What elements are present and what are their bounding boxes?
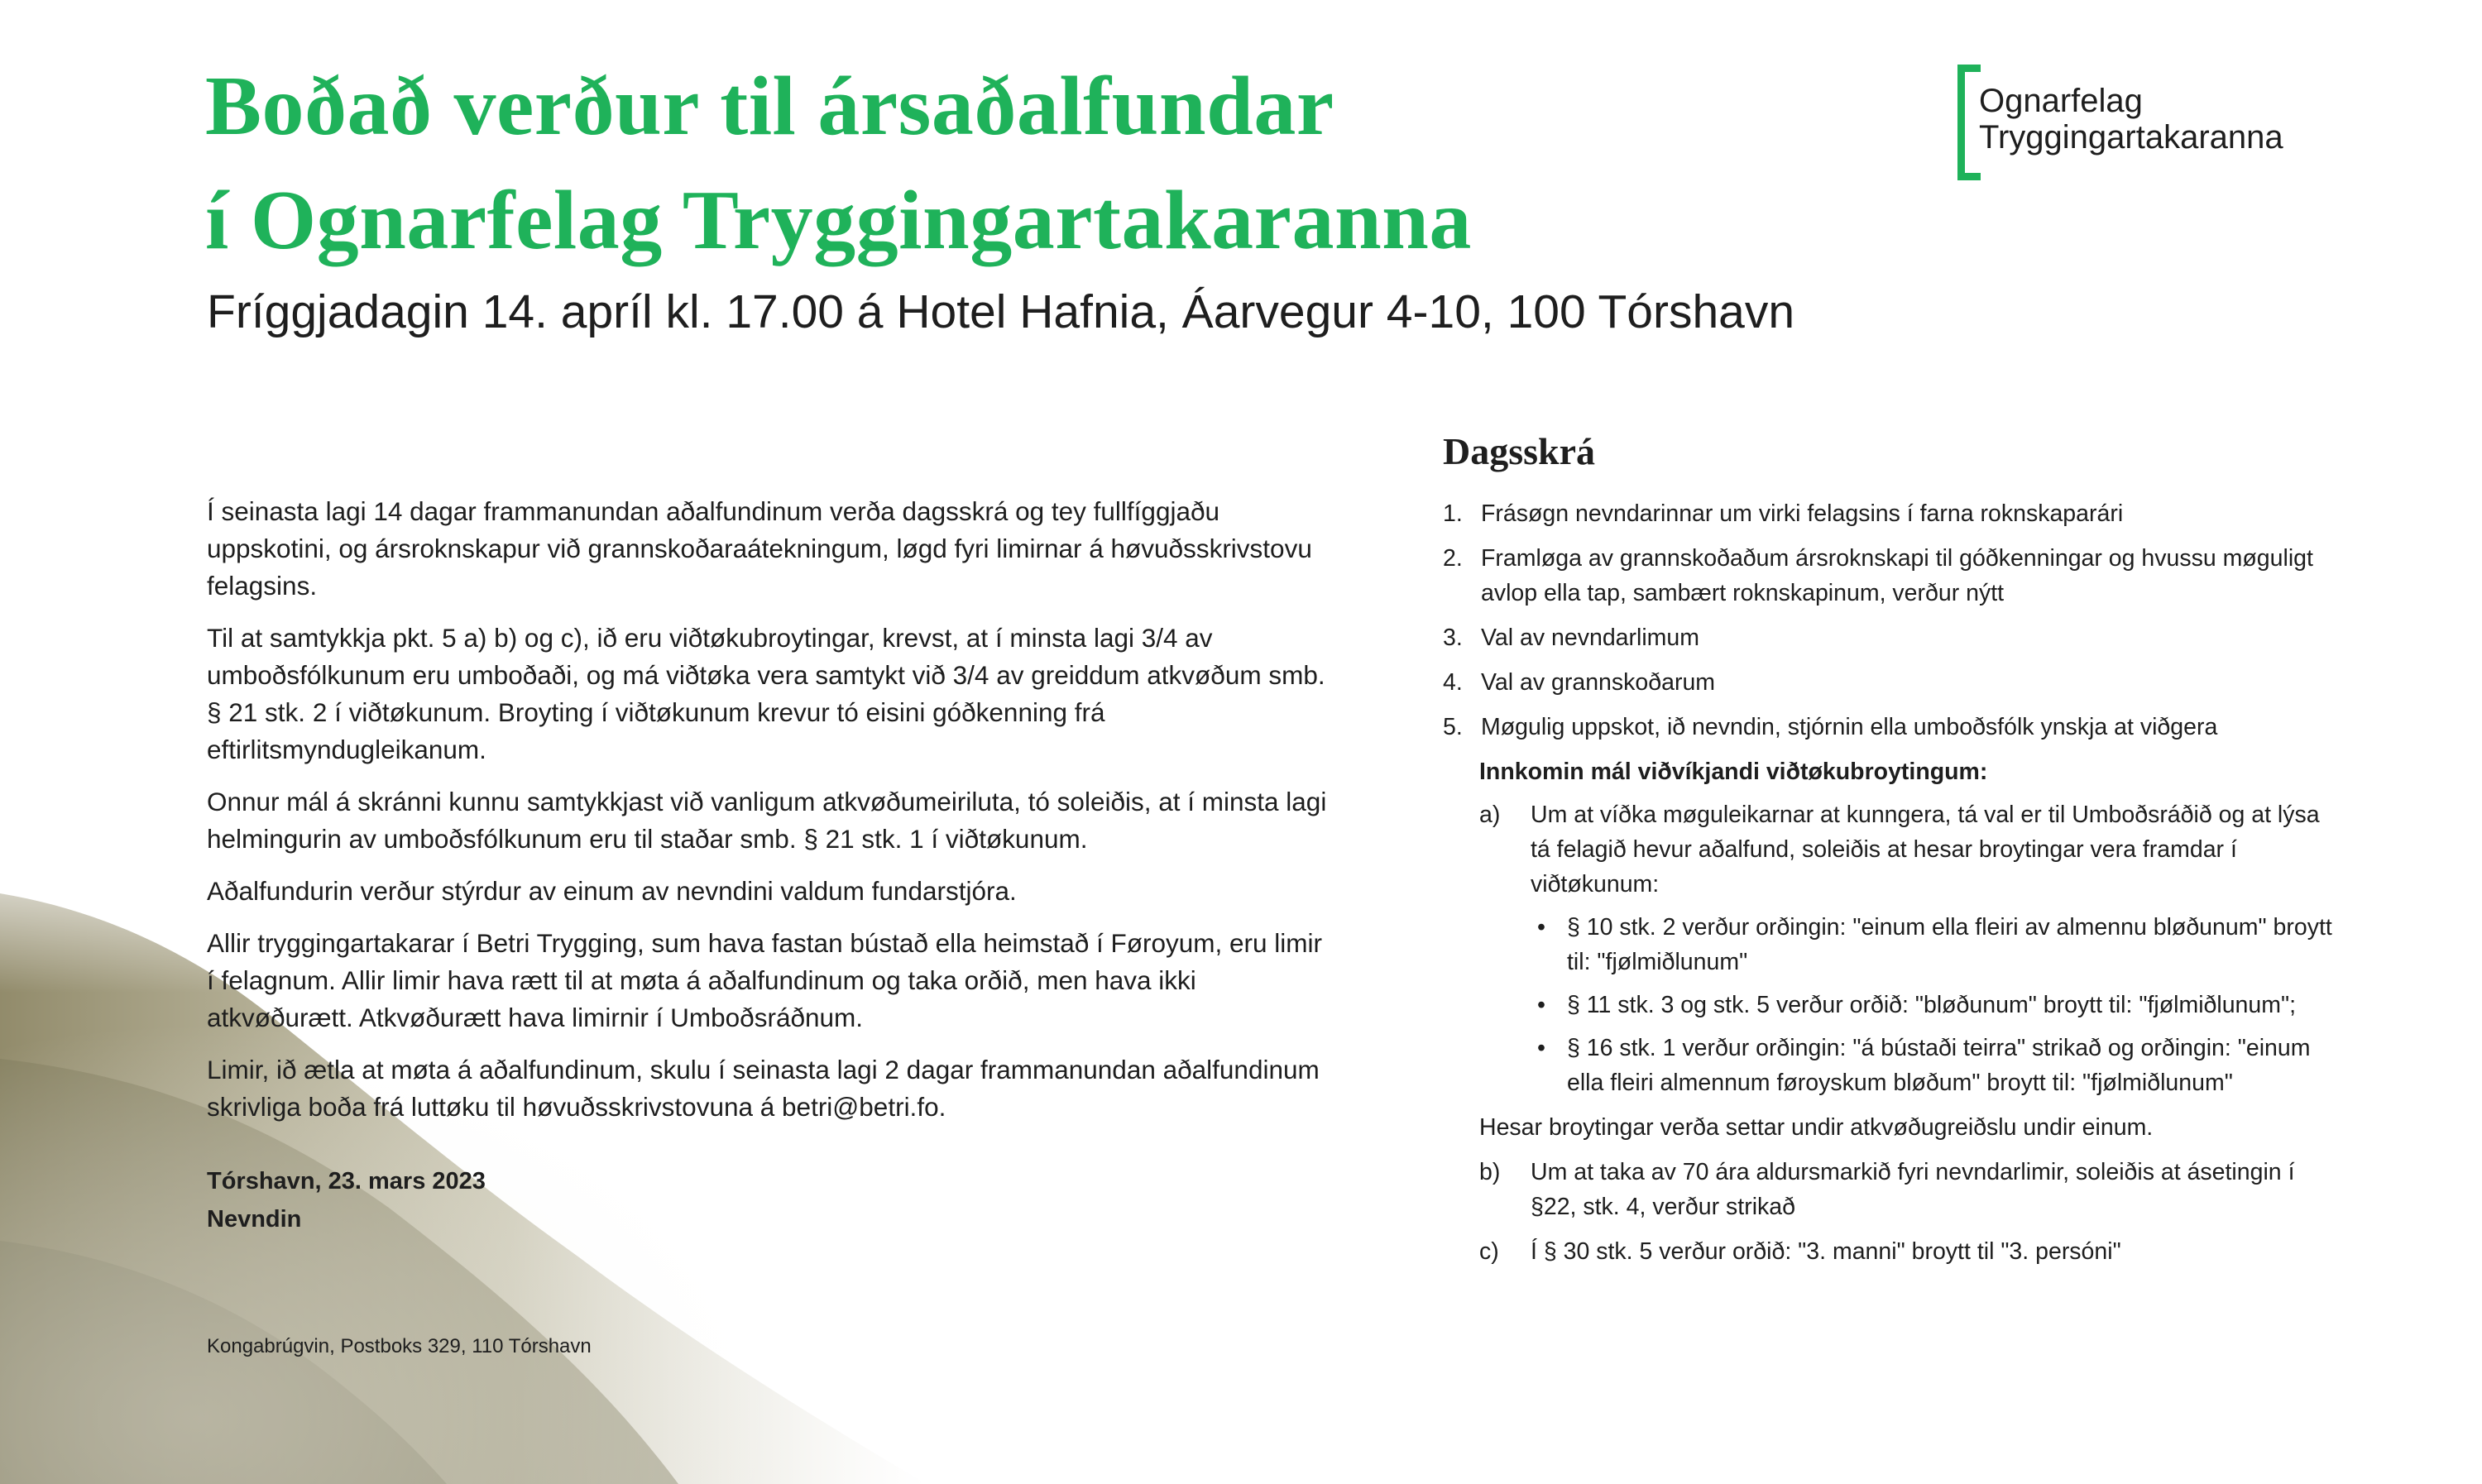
agenda-item-text: Val av nevndarlimum [1481,625,1700,651]
paragraph: Limir, ið ætla at møta á aðalfundinum, skulu í seinasta lagi 2 dagar frammanundan aðalfundinum skrivliga boða frá luttøku til høvuðsskrivstovuna á betri@betri.fo. [207,1055,1320,1122]
logo-text [1979,83,2283,156]
bullet-icon: • [1537,1035,1545,1061]
signoff [207,1162,1332,1238]
signoff-from: Nevndin [207,1206,302,1233]
agenda-item-text: Frásøgn nevndarinnar um virki felagsins í farna roknskaparári [1481,500,2124,527]
amendments-section [1479,754,2336,1269]
amendment-a-bullets [1531,910,2336,1100]
bullet-text: § 11 stk. 3 og stk. 5 verður orðið: "bløðunum" broytt til: "fjølmiðlunum"; [1567,992,2297,1018]
amendment-text: Um at víðka møguleikarnar at kunngera, tá val er til Umboðsráðið og at lýsa tá felagið hevur aðalfund, soleiðis at hesar broytingar vera framdar í viðtøkunum: [1531,802,2320,898]
agenda-item [1443,541,2336,610]
title-line-1: Boðað verður til ársaðalfundar [205,60,1334,153]
agenda-item-number: 1. [1443,500,1463,527]
page-title [205,50,1472,278]
event-details: Fríggjadagin 14. apríl kl. 17.00 á Hotel Hafnia, Áarvegur 4-10, 100 Tórshavn [207,285,1795,338]
paragraph: Aðalfundurin verður stýrdur av einum av nevndini valdum fundarstjóra. [207,876,1017,906]
amendment-text: Um at taka av 70 ára aldursmarkið fyri nevndarlimir, soleiðis at ásetingin í §22, stk. 4, verður strikað [1531,1159,2295,1220]
amendment-letter: c) [1479,1238,1499,1265]
logo-bracket-icon [1957,65,1981,180]
logo-line-1: Ognarfelag [1979,83,2143,119]
bullet-text: § 16 stk. 1 verður orðingin: "á bústaði teirra" strikað og orðingin: "einum ella fleiri almennum føroyskum bløðum" broytt til: "fjølmiðlunum" [1567,1035,2311,1096]
agenda-title: Dagsskrá [1443,430,1596,472]
agenda-item-number: 3. [1443,625,1463,651]
paragraph: Í seinasta lagi 14 dagar frammanundan aðalfundinum verða dagsskrá og tey fullfíggjaðu uppskotini, og ársroknskapur við grannskoðaraátekningum, løgd fyri limirnar á høvuðsskrivstovu felagsins. [207,496,1312,601]
agenda-item-text: Val av grannskoðarum [1481,669,1716,696]
amendment-text: Í § 30 stk. 5 verður orðið: "3. manni" broytt til "3. persóni" [1531,1238,2121,1265]
amendment-c [1479,1234,2336,1269]
agenda-section [1443,427,2336,1279]
bullet-icon: • [1537,914,1545,941]
amendments-note: Hesar broytingar verða settar undir atkvøðugreiðslu undir einum. [1479,1114,2154,1141]
agenda-item [1443,620,2336,655]
bullet-text: § 10 stk. 2 verður orðingin: "einum ella fleiri av almennu bløðunum" broytt til: "fjølmiðlunum" [1567,914,2332,975]
paragraph: Allir tryggingartakarar í Betri Trygging, sum hava fastan bústað ella heimstað í Føroyum, eru limir í felagnum. Allir limir hava rætt til at møta á aðalfundinum og taka orðið, men hava ikki atkvøðurætt. Atkvøðurætt hava limirnir í Umboðsráðnum. [207,928,1323,1032]
agenda-item [1443,496,2336,531]
amendment-a [1479,797,2336,1100]
notice-body [207,493,1332,1238]
organization-logo [1957,65,2305,180]
agenda-item-text: Møgulig uppskot, ið nevndin, stjórnin ella umboðsfólk ynskja at viðgera [1481,714,2218,740]
amendments-heading: Innkomin mál viðvíkjandi viðtøkubroytingum: [1479,759,1988,785]
agenda-item-number: 5. [1443,714,1463,740]
paragraph: Til at samtykkja pkt. 5 a) b) og c), ið eru viðtøkubroytingar, krevst, at í minsta lagi 3/4 av umboðsfólkunum eru umboðaði, og má viðtøka vera samtykt við 3/4 av greiddum atkvøðum smb. § 21 stk. 2 í viðtøkunum. Broyting í viðtøkunum krevur tó eisini góðkenning frá eftirlitsmyndugleikanum. [207,623,1325,764]
agenda-list [1443,496,2336,744]
list-item [1531,988,2336,1022]
title-line-2: í Ognarfelag Tryggingartakaranna [205,174,1472,267]
paragraph: Onnur mál á skránni kunnu samtykkjast við vanligum atkvøðumeiriluta, tó soleiðis, at í minsta lagi helmingurin av umboðsfólkunum eru til staðar smb. § 21 stk. 1 í viðtøkunum. [207,787,1327,854]
logo-line-2: Tryggingartakaranna [1979,119,2283,156]
amendment-letter: b) [1479,1159,1501,1185]
agenda-item-number: 2. [1443,545,1463,572]
signoff-date: Tórshavn, 23. mars 2023 [207,1168,486,1194]
agenda-item [1443,710,2336,744]
agenda-item-text: Framløga av grannskoðaðum ársroknskapi til góðkenningar og hvussu møguligt avlop ella tap, sambært roknskapinum, verður nýtt [1481,545,2313,606]
agenda-item-number: 4. [1443,669,1463,696]
amendment-letter: a) [1479,802,1501,828]
list-item [1531,910,2336,979]
postal-address: Kongabrúgvin, Postboks 329, 110 Tórshavn [207,1335,592,1357]
agenda-item [1443,665,2336,700]
bullet-icon: • [1537,992,1545,1018]
amendment-b [1479,1155,2336,1224]
list-item [1531,1031,2336,1100]
